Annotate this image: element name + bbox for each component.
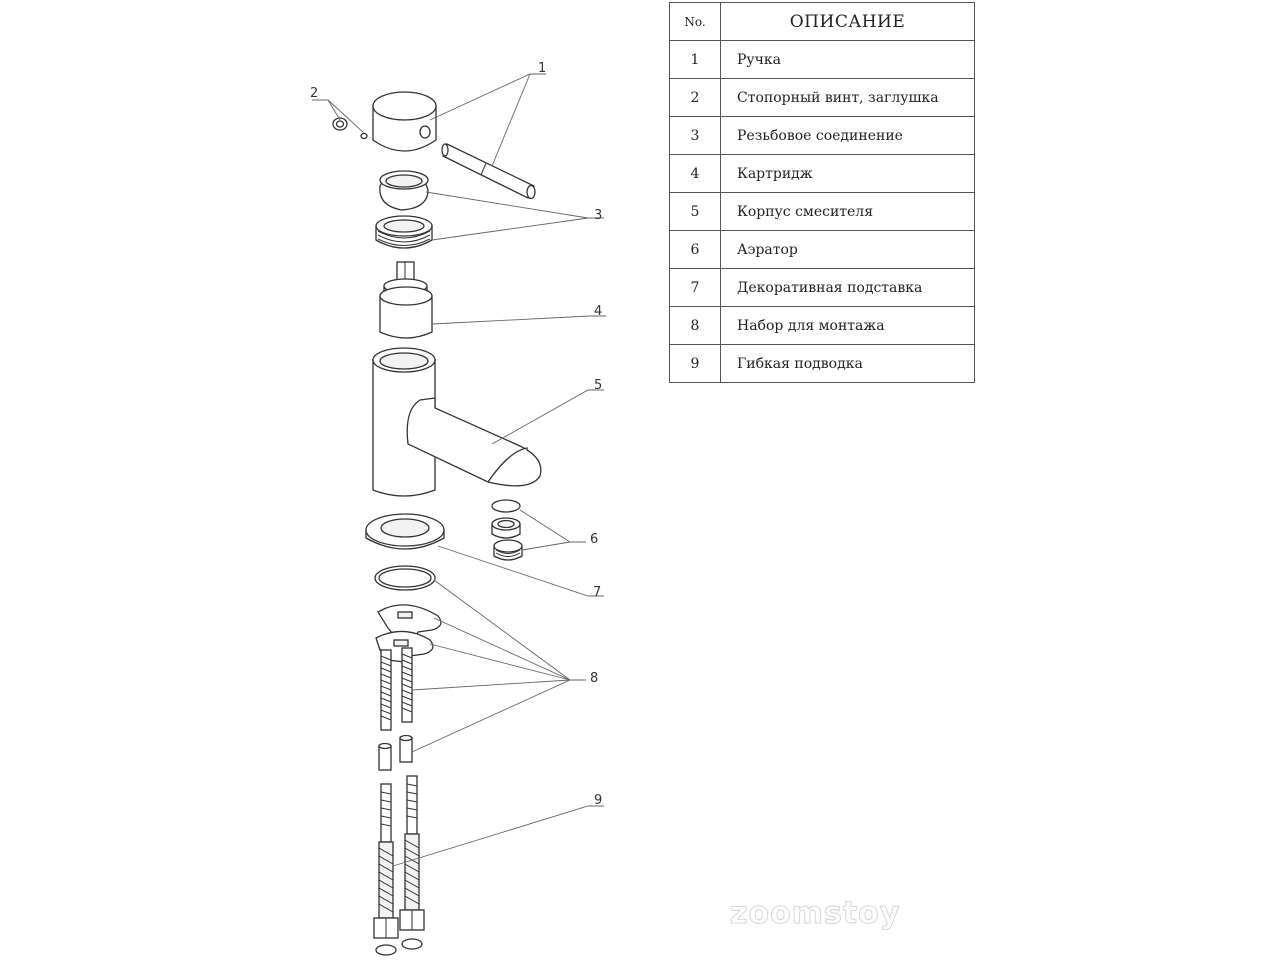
callout-1: 1 [538, 61, 547, 76]
legend-header-description: ОПИСАНИЕ [721, 3, 975, 41]
legend-row-description: Резьбовое соединение [721, 117, 975, 155]
legend-row [670, 41, 975, 79]
legend-header-row [670, 3, 975, 41]
legend-row-no: 7 [670, 269, 721, 307]
legend-row-description: Аэратор [721, 231, 975, 269]
leader-lines [312, 74, 606, 866]
legend-row-no: 6 [670, 231, 721, 269]
legend-row-no: 4 [670, 155, 721, 193]
legend-row [670, 307, 975, 345]
mounting-kit-part [375, 566, 441, 770]
decorative-base-part [366, 514, 444, 549]
callout-5: 5 [594, 378, 603, 393]
legend-row-no: 3 [670, 117, 721, 155]
legend-row [670, 79, 975, 117]
parts-legend-table [669, 2, 975, 383]
legend-row-no: 1 [670, 41, 721, 79]
legend-row [670, 231, 975, 269]
legend-row-description: Корпус смесителя [721, 193, 975, 231]
legend-row-description: Декоративная подставка [721, 269, 975, 307]
legend-row-no: 5 [670, 193, 721, 231]
callout-4: 4 [594, 304, 603, 319]
legend-row-description: Набор для монтажа [721, 307, 975, 345]
callout-7: 7 [593, 585, 602, 600]
legend-row-description: Гибкая подводка [721, 345, 975, 383]
flexible-hoses-part [374, 776, 424, 955]
cartridge-part [380, 262, 432, 338]
callout-2: 2 [310, 86, 319, 101]
callout-9: 9 [594, 793, 603, 808]
watermark-logo: zoomstoy [730, 896, 901, 931]
legend-row [670, 269, 975, 307]
legend-row-no: 2 [670, 79, 721, 117]
mixer-body-part [373, 348, 541, 496]
aerator-part [492, 500, 522, 560]
threaded-connection-part [376, 171, 432, 248]
callout-6: 6 [590, 532, 599, 547]
legend-row-description: Ручка [721, 41, 975, 79]
legend-row [670, 155, 975, 193]
callout-8: 8 [590, 671, 599, 686]
legend-row-description: Стопорный винт, заглушка [721, 79, 975, 117]
set-screw-part [333, 118, 367, 139]
legend-row-no: 9 [670, 345, 721, 383]
callout-3: 3 [594, 208, 603, 223]
legend-row-description: Картридж [721, 155, 975, 193]
legend-row-no: 8 [670, 307, 721, 345]
legend-header-no: No. [670, 3, 721, 41]
legend-row [670, 345, 975, 383]
legend-row [670, 193, 975, 231]
legend-row [670, 117, 975, 155]
